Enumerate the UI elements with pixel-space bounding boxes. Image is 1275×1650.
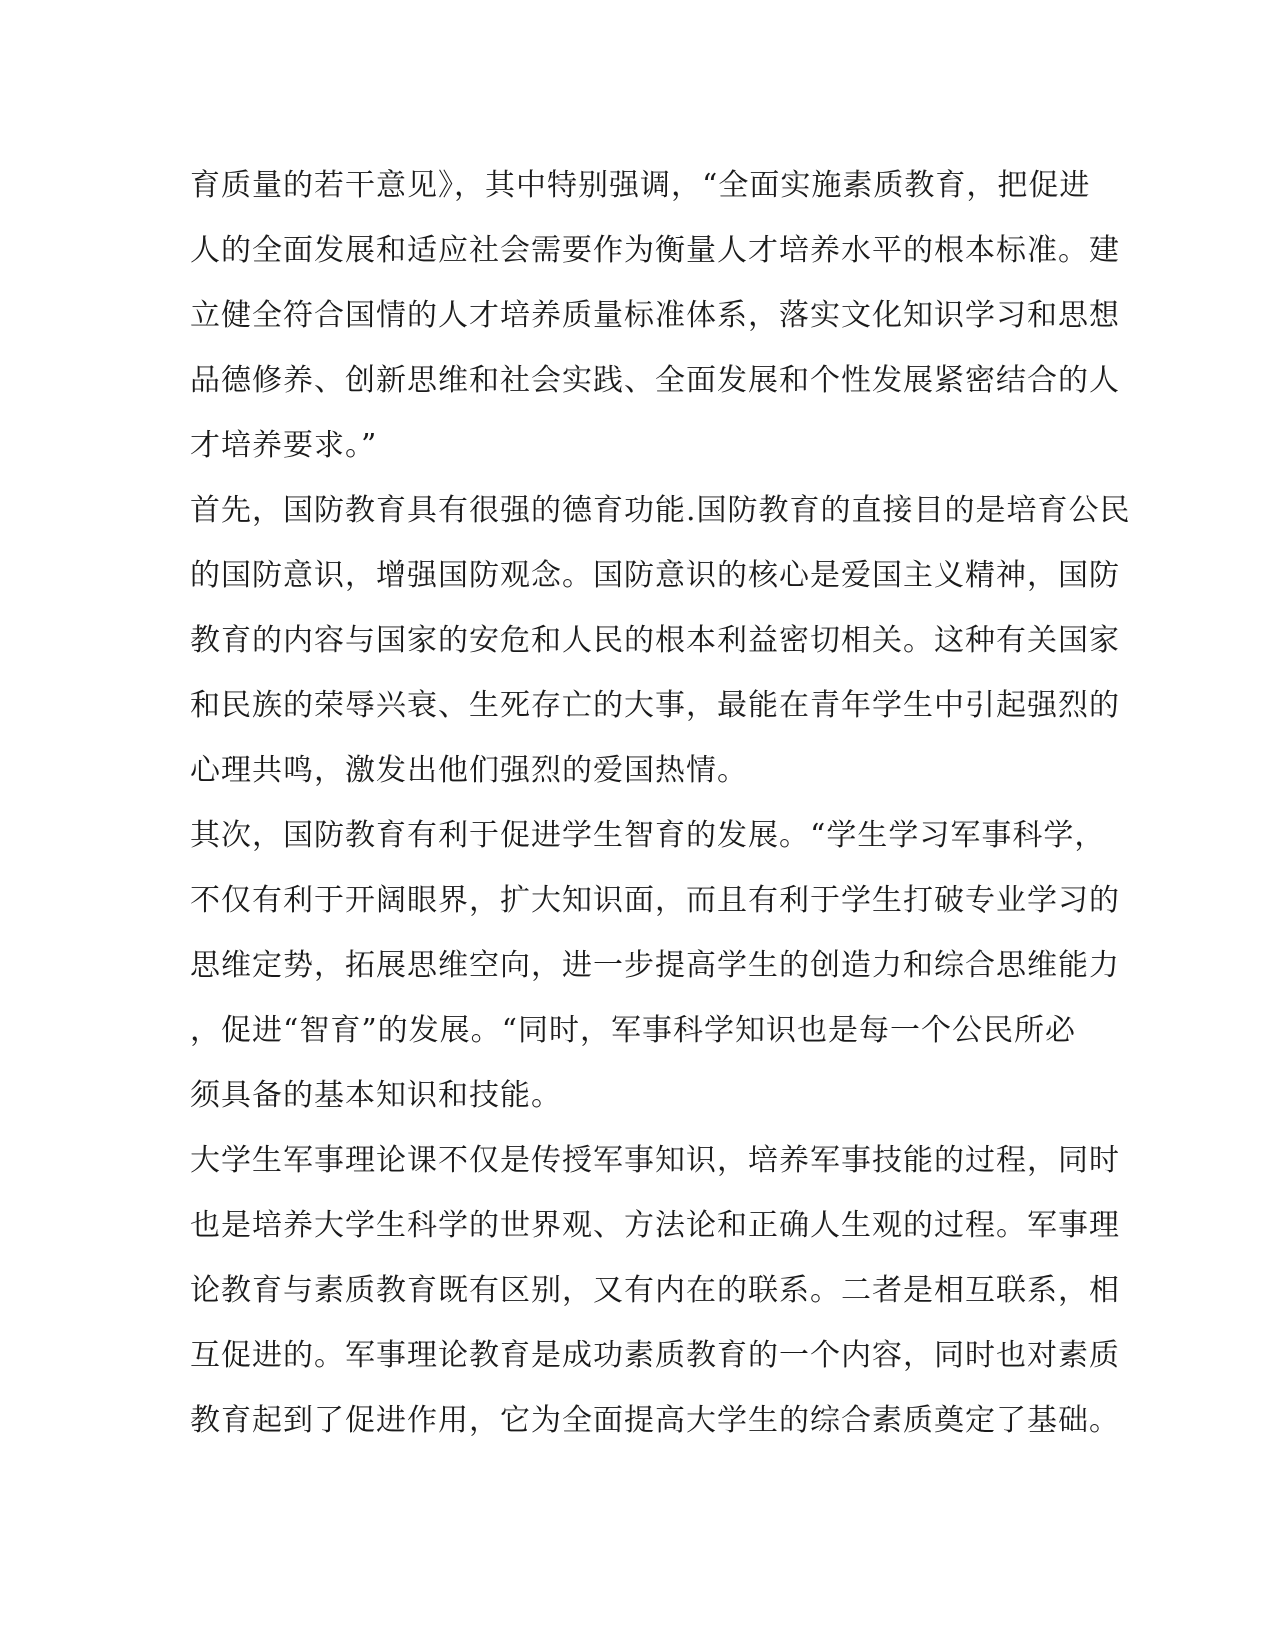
- text-line: 须具备的基本知识和技能。: [190, 1078, 562, 1113]
- text-line: 立健全符合国情的人才培养质量标准体系，落实文化知识学习和思想: [190, 298, 1120, 333]
- paragraph-moral-education: [190, 478, 1131, 803]
- text-line: 首先，国防教育具有很强的德育功能.国防教育的直接目的是培育公民: [190, 493, 1131, 528]
- text-line: 才培养要求。”: [190, 428, 378, 463]
- text-line: 人的全面发展和适应社会需要作为衡量人才培养水平的根本标准。建: [190, 233, 1120, 268]
- text-line: 和民族的荣辱兴衰、生死存亡的大事，最能在青年学生中引起强烈的: [190, 688, 1120, 723]
- text-line: 也是培养大学生科学的世界观、方法论和正确人生观的过程。军事理: [190, 1208, 1120, 1243]
- text-line: 教育的内容与国家的安危和人民的根本利益密切相关。这种有关国家: [190, 623, 1120, 658]
- text-line: 心理共鸣，激发出他们强烈的爱国热情。: [190, 753, 748, 788]
- text-line: 互促进的。军事理论教育是成功素质教育的一个内容，同时也对素质: [190, 1338, 1120, 1373]
- paragraph-quote: [190, 153, 1120, 478]
- paragraph-military-theory: [190, 1128, 1120, 1453]
- text-line: 教育起到了促进作用，它为全面提高大学生的综合素质奠定了基础。: [190, 1403, 1120, 1438]
- text-line: ，促进“智育”的发展。“同时，军事科学知识也是每一个公民所必: [190, 1013, 1077, 1048]
- text-line: 的国防意识，增强国防观念。国防意识的核心是爱国主义精神，国防: [190, 558, 1120, 593]
- document-body: [190, 153, 1131, 1453]
- text-line: 大学生军事理论课不仅是传授军事知识，培养军事技能的过程，同时: [190, 1143, 1120, 1178]
- text-line: 思维定势，拓展思维空向，进一步提高学生的创造力和综合思维能力: [190, 948, 1120, 983]
- text-line: 不仅有利于开阔眼界，扩大知识面，而且有利于学生打破专业学习的: [190, 883, 1120, 918]
- paragraph-intellectual-education: [190, 803, 1120, 1128]
- text-line: 论教育与素质教育既有区别，又有内在的联系。二者是相互联系，相: [190, 1273, 1120, 1308]
- text-line: 育质量的若干意见》，其中特别强调，“全面实施素质教育，把促进: [190, 168, 1091, 203]
- text-line: 其次，国防教育有利于促进学生智育的发展。“学生学习军事科学，: [190, 818, 1106, 853]
- text-line: 品德修养、创新思维和社会实践、全面发展和个性发展紧密结合的人: [190, 363, 1120, 398]
